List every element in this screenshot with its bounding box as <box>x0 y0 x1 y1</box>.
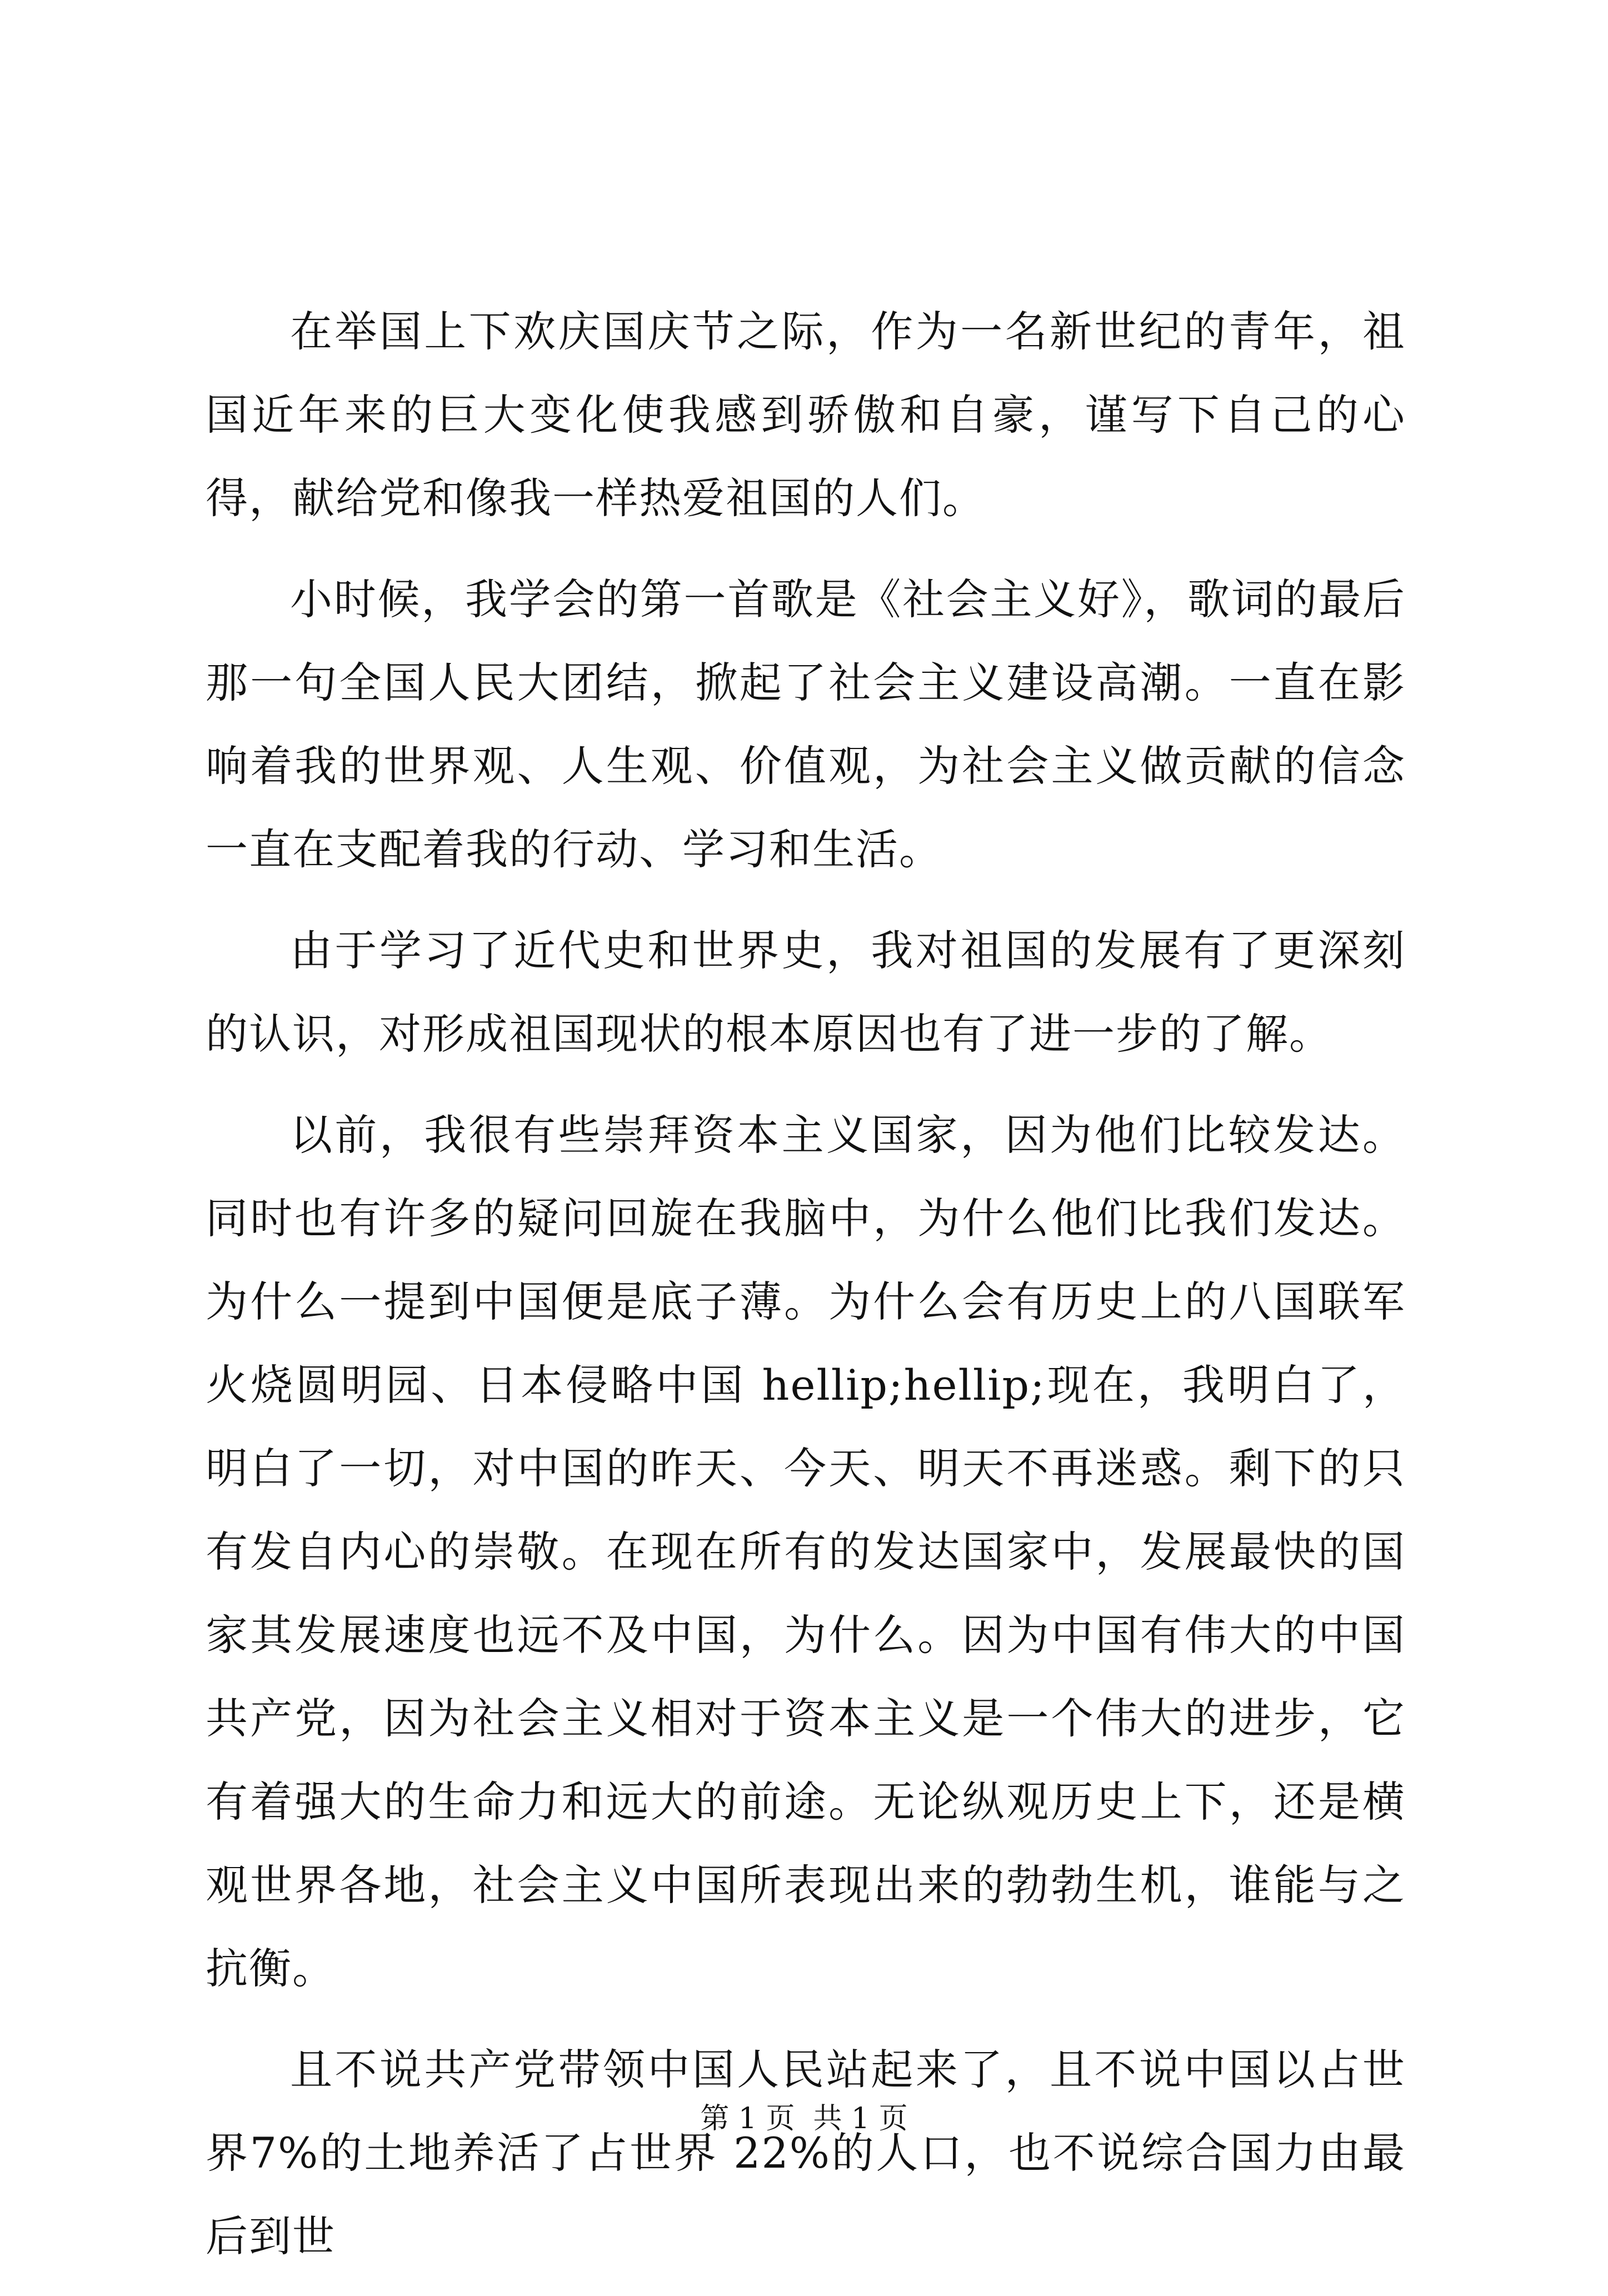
paragraph: 且不说共产党带领中国人民站起来了，且不说中国以占世界7%的土地养活了占世界 22%的人口，也不说综合国力由最后到世 <box>206 2045 1406 2261</box>
paragraph: 以前，我很有些崇拜资本主义国家，因为他们比较发达。同时也有许多的疑问回旋在我脑中，为什么他们比我们发达。为什么一提到中国便是底子薄。为什么会有历史上的八国联军火烧圆明园、日本侵略中国 hellip;hellip;现在，我明白了，明白了一切，对中国的昨天、今天、明天不再迷惑。剩下的只有发自内心的崇敬。在现在所有的发达国家中，发展最快的国家其发展速度也远不及中国，为什么。因为中国有伟大的中国共产党，因为社会主义相对于资本主义是一个伟大的进步，它有着强大的生命力和远大的前途。无论纵观历史上下，还是横观世界各地，社会主义中国所表现出来的勃勃生机，谁能与之抗衡。 <box>206 1110 1406 1993</box>
paragraph: 在举国上下欢庆国庆节之际，作为一名新世纪的青年，祖国近年来的巨大变化使我感到骄傲和自豪，谨写下自己的心得，献给党和像我一样热爱祖国的人们。 <box>206 307 1406 523</box>
paragraph: 小时候，我学会的第一首歌是《社会主义好》，歌词的最后那一句全国人民大团结，掀起了社会主义建设高潮。一直在影响着我的世界观、人生观、价值观，为社会主义做贡献的信念一直在支配着我的行动、学习和生活。 <box>206 575 1406 874</box>
page-number-footer: 第 1 页 共 1 页 <box>700 2102 908 2135</box>
paragraph: 由于学习了近代史和世界史，我对祖国的发展有了更深刻的认识，对形成祖国现状的根本原因也有了进一步的了解。 <box>206 926 1406 1059</box>
document-body <box>206 290 1406 2296</box>
